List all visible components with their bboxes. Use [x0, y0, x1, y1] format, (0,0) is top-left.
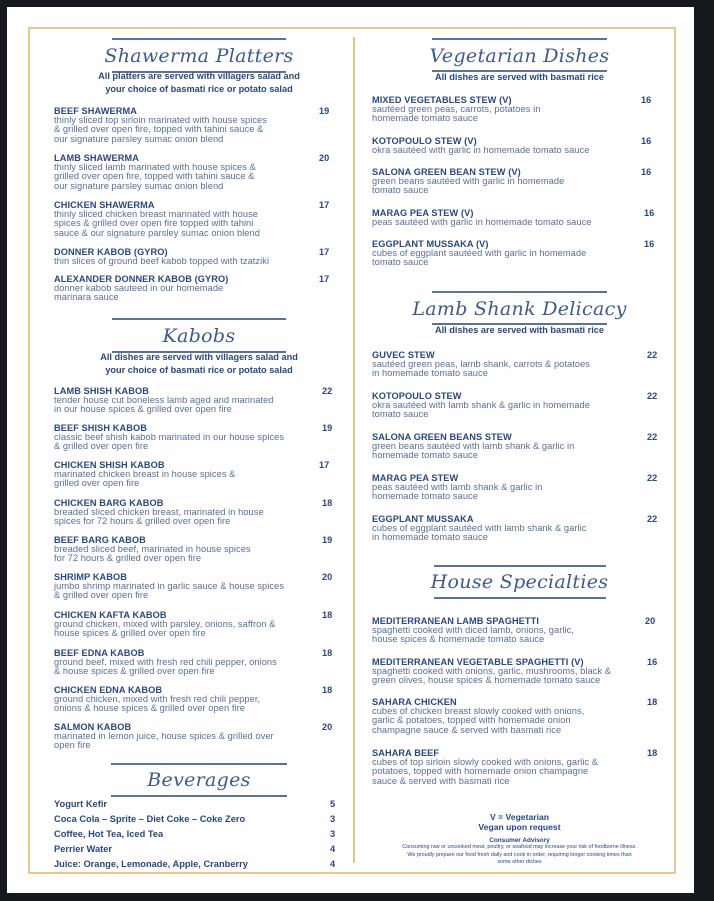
item-price: 22: [647, 514, 658, 524]
item-description: marinated chicken breast in house spices &: [54, 469, 236, 479]
item-description: okra sautéed with garlic in homemade tomato sauce: [372, 145, 590, 155]
item-description: jumbo shrimp marinated in garlic sauce & house spices: [54, 581, 285, 591]
subtitle-line: your choice of basmati rice or potato salad: [105, 364, 293, 375]
item-description: thinly sliced lamb marinated with house spices &: [54, 162, 256, 172]
item-description: tomato sauce: [372, 185, 429, 196]
item-description: & grilled over open fire: [54, 590, 149, 601]
item-name: CHICKEN KAFTA KABOB: [54, 610, 167, 620]
item-description: garlic & potatoes, topped with homemade onion: [372, 715, 571, 726]
beverage-item: [54, 814, 344, 825]
item-description: grilled over open fire, topped with tahini sauce &: [54, 171, 255, 182]
item-name: MIXED VEGETABLES STEW (V): [372, 95, 512, 105]
item-name: SAHARA CHICKEN: [372, 697, 457, 707]
item-name: SALONA GREEN BEAN STEW (V): [372, 167, 521, 177]
item-price: 18: [322, 498, 333, 508]
menu-item: [372, 208, 667, 227]
section-title: Lamb Shank Delicacy: [412, 298, 627, 320]
beverage-item: [54, 859, 344, 870]
menu-item: [54, 200, 344, 238]
advisory-line: Consuming raw or uncooked meat, poultry, or seafood may increase your risk of foodborne illness.: [402, 844, 637, 850]
item-price: 22: [647, 350, 658, 360]
item-price: 17: [319, 247, 330, 257]
item-description: house spices & grilled over open fire: [54, 628, 206, 639]
beverage-price: 5: [330, 799, 336, 809]
item-description: cubes of eggplant sautéed with garlic in homemade: [372, 248, 587, 258]
section-header-vegetarian: [372, 38, 667, 72]
menu-item: [54, 648, 344, 677]
section-title: Beverages: [147, 769, 251, 791]
item-description: okra sautéed with lamb shank & garlic in homemade: [372, 400, 590, 410]
item-description: spices for 72 hours & grilled over open fire: [54, 516, 231, 527]
item-description: homemade tomato sauce: [372, 491, 478, 502]
menu-item: [54, 535, 344, 564]
item-name: EGGPLANT MUSSAKA: [372, 514, 474, 524]
menu-item: [372, 473, 667, 502]
header-rule-top: [111, 763, 287, 765]
item-price: 18: [322, 648, 333, 658]
item-description: thinly sliced top sirloin marinated with house spices: [54, 115, 267, 125]
item-description: our signature parsley sumac onion blend: [54, 180, 224, 191]
item-description: tender house cut boneless lamb aged and marinated: [54, 395, 274, 405]
section-header-house-specialties: [372, 565, 667, 599]
menu-item: [372, 432, 667, 461]
item-price: 16: [641, 167, 652, 177]
item-name: MARAG PEA STEW (V): [372, 208, 474, 218]
menu-item: [372, 136, 667, 155]
item-description: green beans sautéed with garlic in homemade: [372, 176, 565, 186]
beverage-item: [54, 829, 344, 840]
item-description: champagne sauce & served with basmati rice: [372, 724, 562, 735]
item-description: in homemade tomato sauce: [372, 532, 488, 543]
item-description: house spices & homemade tomato sauce: [372, 634, 545, 645]
menu-item: [372, 95, 667, 124]
item-price: 17: [319, 460, 330, 470]
item-name: SALMON KABOB: [54, 722, 132, 732]
item-name: SAHARA BEEF: [372, 748, 440, 758]
header-rule-top: [112, 38, 286, 40]
item-description: thin slices of ground beef kabob topped with tzatziki: [54, 256, 270, 266]
item-description: & grilled over open fire, topped with tahini sauce &: [54, 124, 264, 135]
subtitle-line: All platters are served with villagers salad and: [98, 71, 300, 81]
item-description: breaded sliced beef, marinated in house spices: [54, 544, 251, 554]
beverage-name: Yogurt Kefir: [54, 799, 108, 809]
section-title: House Specialties: [430, 571, 609, 593]
item-price: 22: [647, 473, 658, 483]
section-title: Shawerma Platters: [104, 45, 294, 67]
menu-item: [372, 350, 667, 379]
header-rule-top: [112, 318, 286, 320]
beverage-name: Coca Cola – Sprite – Diet Coke – Coke Zero: [54, 814, 246, 824]
menu-item: [372, 391, 667, 420]
item-description: spaghetti cooked with diced lamb, onions, garlic,: [372, 625, 574, 635]
menu-item: [372, 167, 667, 196]
item-price: 19: [322, 423, 333, 433]
item-description: & grilled over open fire: [54, 441, 149, 452]
item-price: 16: [641, 95, 652, 105]
item-description: marinated in lemon juice, house spices & grilled over: [54, 731, 274, 741]
item-price: 20: [319, 153, 330, 163]
item-description: sauce & served with basmati rice: [372, 775, 510, 786]
subtitle-line: All dishes are served with basmati rice: [434, 325, 605, 335]
item-name: KOTOPOULO STEW: [372, 391, 462, 401]
advisory-line: some other dishes: [497, 859, 542, 865]
item-name: CHICKEN SHAWERMA: [54, 200, 155, 210]
item-name: CHICKEN EDNA KABOB: [54, 685, 163, 695]
header-rule-top: [432, 38, 607, 40]
item-price: 18: [647, 697, 658, 707]
item-name: LAMB SHAWERMA: [54, 153, 140, 163]
subtitle-line: All dishes are served with basmati rice: [434, 72, 605, 82]
item-price: 20: [322, 572, 333, 582]
consumer-advisory-text: [367, 844, 672, 867]
subtitle-line: All dishes are served with villagers salad and: [100, 352, 298, 362]
item-description: spaghetti cooked with onions, garlic, mushrooms, black &: [372, 666, 611, 676]
section-title: Kabobs: [162, 325, 236, 347]
menu-item: [372, 514, 667, 543]
beverage-name: Juice: Orange, Lemonade, Apple, Cranberry: [54, 859, 248, 869]
vegetarian-legend: [372, 812, 667, 832]
item-price: 18: [647, 748, 658, 758]
item-price: 22: [647, 432, 658, 442]
menu-item: [372, 239, 667, 268]
item-price: 19: [322, 535, 333, 545]
item-name: BEEF SHISH KABOB: [54, 423, 147, 433]
menu-item: [54, 423, 344, 452]
column-divider: [353, 37, 355, 863]
item-description: spices & grilled over open fire topped with tahini: [54, 218, 254, 229]
item-description: our signature parsley sumac onion blend: [54, 133, 224, 144]
item-description: marinara sauce: [54, 292, 119, 303]
item-price: 18: [322, 610, 333, 620]
item-price: 20: [645, 616, 656, 626]
beverage-item: [54, 844, 344, 855]
consumer-advisory-title: Consumer Advisory: [489, 837, 550, 844]
subtitle-line: your choice of basmati rice or potato salad: [105, 83, 293, 94]
item-description: & house spices & grilled over open fire: [54, 666, 215, 677]
menu-item: [54, 386, 344, 415]
item-price: 16: [644, 239, 655, 249]
legend-line: V = Vegetarian: [490, 812, 549, 822]
beverage-name: Coffee, Hot Tea, Iced Tea: [54, 829, 164, 839]
item-name: BEEF SHAWERMA: [54, 106, 137, 116]
item-description: sautéed green peas, carrots, potatoes in: [372, 104, 541, 114]
menu-item: [54, 722, 344, 751]
item-description: ground chicken, mixed with fresh red chili pepper,: [54, 694, 261, 704]
menu-item: [54, 685, 344, 714]
item-description: open fire: [54, 740, 91, 751]
menu-item: [372, 657, 667, 686]
section-title: Vegetarian Dishes: [429, 45, 610, 67]
menu-item: [54, 106, 344, 144]
menu-item: [54, 610, 344, 639]
item-name: CHICKEN BARG KABOB: [54, 498, 164, 508]
menu-item: [54, 572, 344, 601]
item-description: onions & house spices & grilled over open fire: [54, 703, 245, 714]
menu-item: [372, 616, 667, 645]
item-name: MEDITERRANEAN LAMB SPAGHETTI: [372, 616, 539, 626]
item-description: grilled over open fire: [54, 478, 140, 489]
section-header-kabobs: [54, 318, 344, 353]
item-description: for 72 hours & grilled over open fire: [54, 553, 202, 564]
item-price: 16: [641, 136, 652, 146]
item-name: DONNER KABOB (GYRO): [54, 247, 168, 257]
item-description: homemade tomato sauce: [372, 450, 478, 461]
section-header-lamb-shank: [372, 291, 667, 325]
item-name: GUVEC STEW: [372, 350, 435, 360]
item-name: MARAG PEA STEW: [372, 473, 459, 483]
item-price: 20: [322, 722, 333, 732]
menu-item: [54, 247, 344, 266]
item-description: green beans sautéed with lamb shank & garlic in: [372, 441, 575, 451]
header-rule-bottom: [434, 597, 606, 599]
item-description: cubes of eggplant sautéed with lamb shank & garlic: [372, 523, 587, 533]
section-header-shawerma: [54, 38, 344, 73]
beverage-name: Perrier Water: [54, 844, 113, 854]
legend-line: Vegan upon request: [478, 822, 561, 832]
section-header-beverages: [54, 763, 344, 797]
item-description: sauce & our signature parsley sumac onion blend: [54, 227, 260, 238]
header-rule-bottom: [111, 795, 287, 797]
item-description: homemade tomato sauce: [372, 113, 478, 124]
item-description: breaded sliced chicken breast, marinated in house: [54, 507, 264, 517]
menu-item: [54, 460, 344, 489]
menu-page: [7, 7, 694, 893]
item-name: SALONA GREEN BEANS STEW: [372, 432, 512, 442]
beverage-price: 3: [330, 814, 336, 824]
item-name: CHICKEN SHISH KABOB: [54, 460, 165, 470]
item-name: BEEF EDNA KABOB: [54, 648, 145, 658]
menu-item: [372, 697, 667, 735]
section-subtitle: [372, 71, 667, 84]
item-description: ground chicken, mixed with parsley, onions, saffron &: [54, 619, 276, 629]
item-description: sautéed green peas, lamb shank, carrots & potatoes: [372, 359, 591, 369]
item-description: potatoes, topped with homemade onion champagne: [372, 766, 589, 777]
item-price: 19: [319, 106, 330, 116]
header-rule-top: [434, 565, 606, 567]
item-price: 22: [322, 386, 333, 396]
menu-item: [54, 498, 344, 527]
item-name: KOTOPOULO STEW (V): [372, 136, 477, 146]
item-price: 16: [647, 657, 658, 667]
menu-item: [372, 748, 667, 786]
item-name: SHRIMP KABOB: [54, 572, 128, 582]
item-description: ground beef, mixed with fresh red chili pepper, onions: [54, 657, 277, 667]
item-name: LAMB SHISH KABOB: [54, 386, 150, 396]
item-description: donner kabob sauteed in our homemade: [54, 283, 224, 293]
beverage-price: 3: [330, 829, 336, 839]
section-subtitle: [54, 70, 344, 95]
item-description: in our house spices & grilled over open fire: [54, 404, 232, 415]
item-description: green olives, house spices & homemade tomato sauce: [372, 675, 601, 686]
header-rule-top: [432, 291, 607, 293]
item-description: thinly sliced chicken breast marinated with house: [54, 209, 258, 219]
item-description: tomato sauce: [372, 409, 429, 420]
item-description: tomato sauce: [372, 257, 429, 268]
item-price: 16: [644, 208, 655, 218]
item-price: 17: [319, 274, 330, 284]
item-price: 22: [647, 391, 658, 401]
section-subtitle: [372, 324, 667, 337]
beverage-item: [54, 799, 344, 810]
item-description: classic beef shish kabob marinated in our house spices: [54, 432, 285, 442]
section-subtitle: [54, 351, 344, 376]
beverage-price: 4: [330, 859, 336, 869]
item-description: in homemade tomato sauce: [372, 368, 488, 379]
advisory-line: We proudly prepare our food fresh daily and cook in order, requiring longer cooking times than: [407, 851, 632, 858]
item-description: peas sautéed with garlic in homemade tomato sauce: [372, 217, 592, 227]
item-name: EGGPLANT MUSSAKA (V): [372, 239, 489, 249]
item-name: MEDITERRANEAN VEGETABLE SPAGHETTI (V): [372, 657, 584, 667]
item-description: cubes of chicken breast slowly cooked with onions,: [372, 706, 585, 716]
menu-item: [54, 153, 344, 191]
item-name: BEEF BARG KABOB: [54, 535, 146, 545]
item-price: 17: [319, 200, 330, 210]
item-description: cubes of top sirloin slowly cooked with onions, garlic &: [372, 757, 599, 767]
menu-item: [54, 274, 344, 303]
beverage-price: 4: [330, 844, 336, 854]
item-name: ALEXANDER DONNER KABOB (GYRO): [54, 274, 229, 284]
item-price: 18: [322, 685, 333, 695]
item-description: peas sautéed with lamb shank & garlic in: [372, 482, 543, 492]
